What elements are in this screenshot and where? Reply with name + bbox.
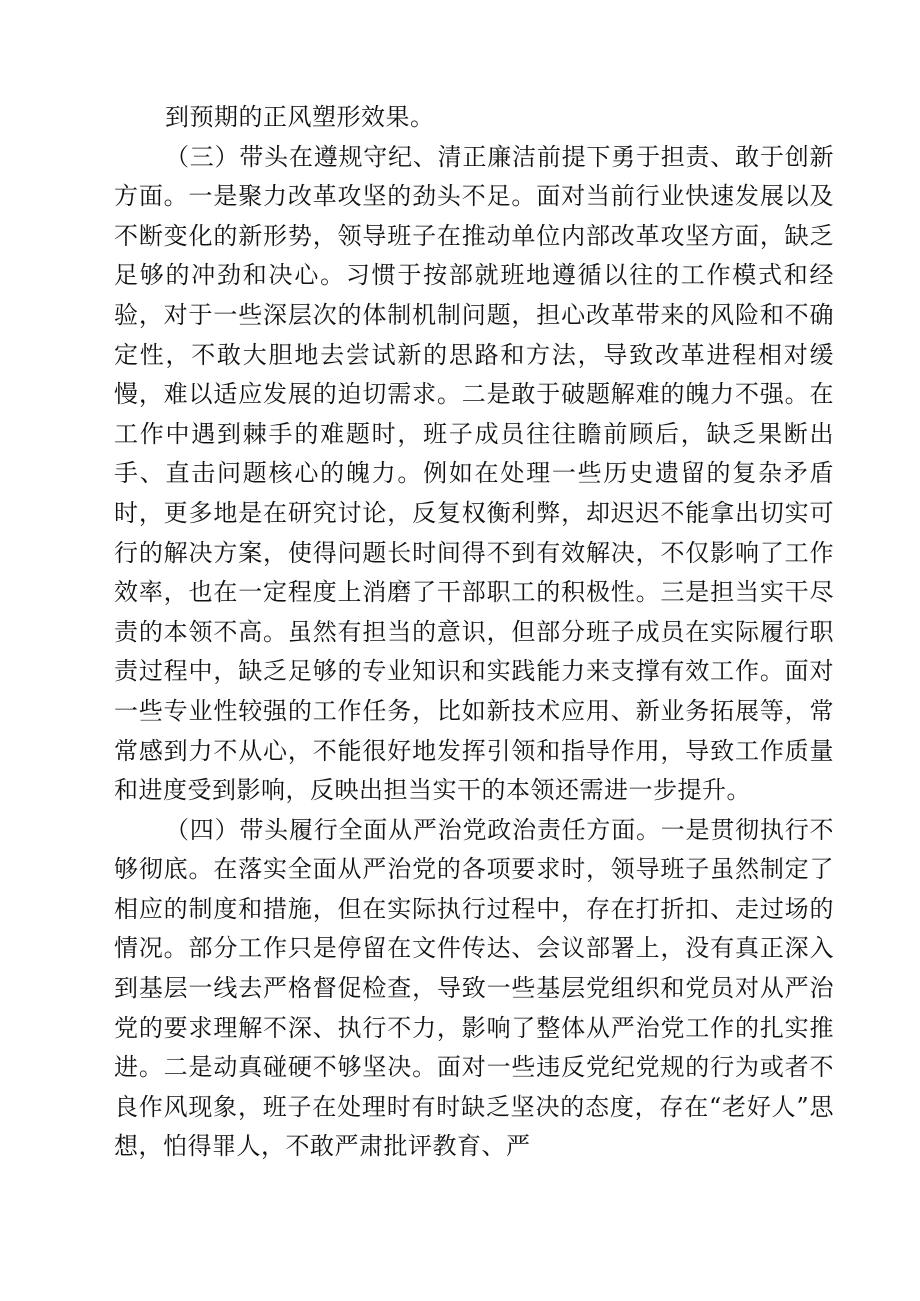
paragraph-section-three: （三）带头在遵规守纪、清正廉洁前提下勇于担责、敢于创新方面。一是聚力改革攻坚的劲头不足。面对当前行业快速发展以及不断变化的新形势，领导班子在推动单位内部改革攻坚方面，缺乏足够的冲劲和决心。习惯于按部就班地遵循以往的工作模式和经验，对于一些深层次的体制机制问题，担心改革带来的风险和不确定性，不敢大胆地去尝试新的思路和方法，导致改革进程相对缓慢，难以适应发展的迫切需求。二是敢于破题解难的魄力不强。在工作中遇到棘手的难题时，班子成员往往瞻前顾后，缺乏果断出手、直击问题核心的魄力。例如在处理一些历史遗留的复杂矛盾时，更多地是在研究讨论，反复权衡利弊，却迟迟不能拿出切实可行的解决方案，使得问题长时间得不到有效解决，不仅影响了工作效率，也在一定程度上消磨了干部职工的积极性。三是担当实干尽责的本领不高。虽然有担当的意识，但部分班子成员在实际履行职责过程中，缺乏足够的专业知识和实践能力来支撑有效工作。面对一些专业性较强的工作任务，比如新技术应用、新业务拓展等，常常感到力不从心，不能很好地发挥引领和指导作用，导致工作质量和进度受到影响，反映出担当实干的本领还需进一步提升。: [114, 142, 834, 805]
paragraph-continuation: 到预期的正风塑形效果。: [165, 103, 435, 131]
document-body: [114, 98, 834, 1167]
paragraph-section-four: （四）带头履行全面从严治党政治责任方面。一是贯彻执行不够彻底。在落实全面从严治党的各项要求时，领导班子虽然制定了相应的制度和措施，但在实际执行过程中，存在打折扣、走过场的情况。部分工作只是停留在文件传达、会议部署上，没有真正深入到基层一线去严格督促检查，导致一些基层党组织和党员对从严治党的要求理解不深、执行不力，影响了整体从严治党工作的扎实推进。二是动真碰硬不够坚决。面对一些违反党纪党规的行为或者不良作风现象，班子在处理时有时缺乏坚决的态度，存在“老好人”思想，怕得罪人，不敢严肃批评教育、严: [114, 815, 834, 1161]
